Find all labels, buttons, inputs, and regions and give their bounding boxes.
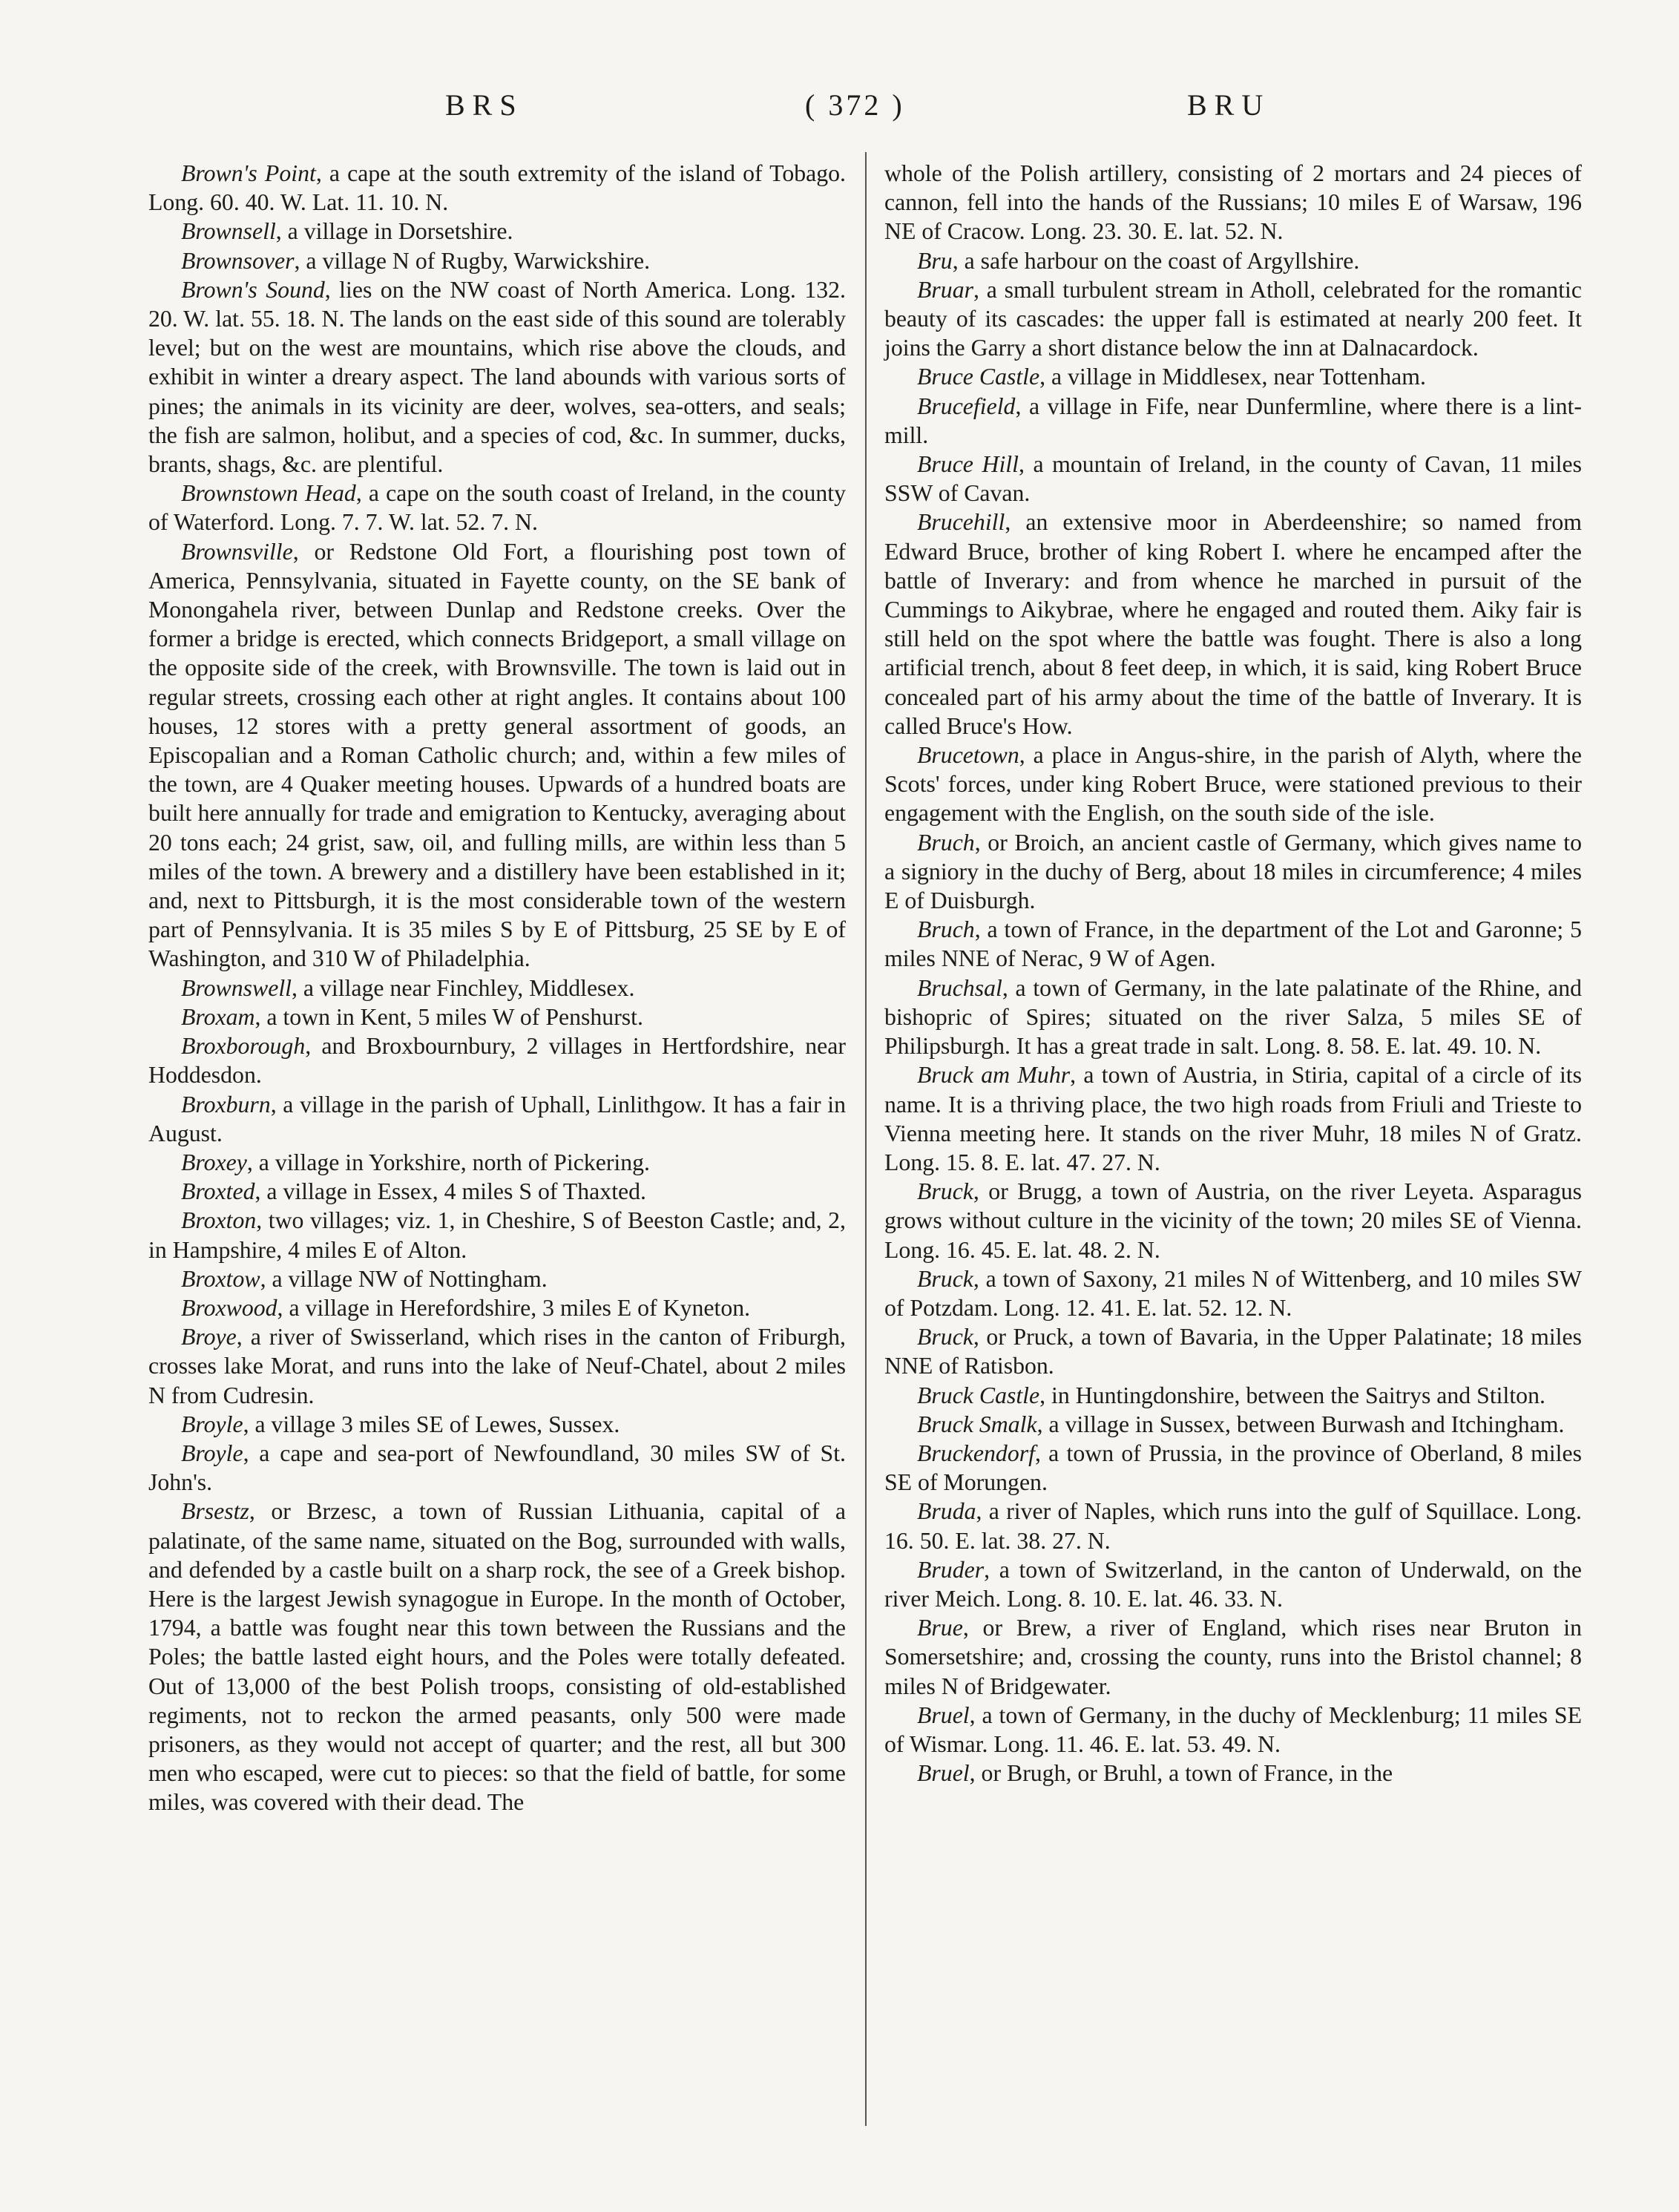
dictionary-entry [148, 1293, 846, 1322]
entry-text: , a cape at the south extremity of the island of Tobago. Long. 60. 40. W. Lat. 11. 10. N. [148, 160, 846, 216]
entry-text: , a village NW of Nottingham. [260, 1265, 548, 1292]
dictionary-entry [148, 1206, 846, 1264]
entry-text: , or Brugh, or Bruhl, a town of France, in the [969, 1760, 1393, 1787]
entry-text: , a safe harbour on the coast of Argyllshire. [952, 247, 1360, 274]
entry-text: , a cape and sea-port of Newfoundland, 30 miles SW of St. John's. [148, 1440, 846, 1496]
entry-text: , a town of Germany, in the duchy of Mecklenburg; 11 miles SE of Wismar. Long. 11. 46. E. lat. 53. 49. N. [884, 1701, 1582, 1757]
entry-text: , or Broich, an ancient castle of Germany, which gives name to a signiory in the duchy of Berg, about 18 miles in circumference; 4 miles E of Duisburgh. [884, 829, 1582, 914]
entry-term: Bruda [917, 1498, 976, 1525]
dictionary-entry [884, 1701, 1582, 1759]
dictionary-entry [148, 1090, 846, 1148]
entry-term: Bruar [917, 276, 973, 303]
dictionary-entry [148, 974, 846, 1002]
dictionary-entry [884, 1264, 1582, 1322]
left-column [148, 159, 846, 1817]
right-column [884, 159, 1582, 1788]
entry-term: Broxwood [181, 1294, 277, 1321]
entry-text: , or Brzesc, a town of Russian Lithuania, capital of a palatinate, of the same name, situated on the Bog, surrounded with walls, and defended by a castle built on a sharp rock, the see of a Greek bishop. Here is the largest Jewish synagogue in Europe. In the month of October, 1794, a battle was fought near this town between the Russians and the Poles; the battle lasted eight hours, and the Poles were totally defeated. Out of 13,000 of the best Polish troops, consisting of old-established regiments, not to reckon the armed peasants, only 500 were made prisoners, as they would not accept of quarter; and the rest, all but 300 men who escaped, were cut to pieces: so that the field of battle, for some miles, was covered with their dead. The [148, 1498, 846, 1816]
entry-term: Broxburn [181, 1091, 271, 1118]
entry-term: Brownsell [181, 218, 276, 245]
entry-term: Brown's Point [181, 160, 316, 186]
entry-text: , a village 3 miles SE of Lewes, Sussex. [243, 1411, 620, 1437]
entry-term: Bruce Castle [917, 364, 1040, 390]
entry-term: Bruckendorf [917, 1440, 1035, 1466]
entry-term: Bruchsal [917, 974, 1002, 1001]
dictionary-entry [884, 1410, 1582, 1439]
entry-text: , a village in Yorkshire, north of Pickering. [246, 1149, 650, 1175]
dictionary-entry [148, 246, 846, 275]
entry-text: , a river of Swisserland, which rises in the canton of Friburgh, crosses lake Morat, and runs into the lake of Neuf-Chatel, about 2 miles N from Cudresin. [148, 1324, 846, 1408]
entry-text: , a mountain of Ireland, in the county of Cavan, 11 miles SSW of Cavan. [884, 451, 1583, 507]
entry-term: Brucetown [917, 742, 1019, 769]
entry-term: Bruck Smalk [917, 1411, 1037, 1437]
entry-text: , a cape on the south coast of Ireland, in the county of Waterford. Long. 7. 7. W. lat. 52. 7. N. [148, 480, 846, 536]
dictionary-entry [884, 1439, 1582, 1497]
header-left-catchword: BRS [445, 88, 524, 122]
dictionary-entry [884, 974, 1582, 1061]
dictionary-entry [148, 275, 846, 479]
entry-term: Brucehill [917, 509, 1005, 536]
entry-text: , a village in Dorsetshire. [275, 218, 513, 245]
dictionary-entry [148, 479, 846, 536]
dictionary-entry [884, 1322, 1582, 1380]
entry-text: , a town of Germany, in the late palatinate of the Rhine, and bishopric of Spires; situated on the river Salza, 5 miles SE of Philipsburgh. It has a great trade in salt. Long. 8. 58. E. lat. 49. 10. N. [884, 974, 1582, 1060]
entry-text: , or Redstone Old Fort, a flourishing post town of America, Pennsylvania, situated in Fayette county, on the SE bank of Monongahela river, between Dunlap and Redstone creeks. Over the former a bridge is erected, which connects Bridgeport, a small village on the opposite side of the creek, with Brownsville. The town is laid out in regular streets, crossing each other at right angles. It contains about 100 houses, 12 stores with a pretty general assortment of goods, an Episcopalian and a Roman Catholic church; and, within a few miles of the town, are 4 Quaker meeting houses. Upwards of a hundred boats are built here annually for trade and emigration to Kentucky, averaging about 20 tons each; 24 grist, saw, oil, and fulling mills, are within less than 5 miles of the town. A brewery and a distillery have been established in it; and, next to Pittsburgh, it is the most considerable town of the western part of Pennsylvania. It is 35 miles S by E of Pittsburg, 25 SE by E of Washington, and 310 W of Philadelphia. [148, 538, 846, 972]
entry-term: Bruder [917, 1556, 985, 1583]
entry-term: Brownswell [181, 974, 292, 1001]
page-header [148, 88, 1573, 132]
entry-text: , a village N of Rugby, Warwickshire. [294, 247, 651, 274]
entry-text: , a village in Fife, near Dunfermline, where there is a lint-mill. [884, 393, 1582, 448]
entry-term: Brownsover [181, 247, 295, 274]
entry-text: , lies on the NW coast of North America. Long. 132. 20. W. lat. 55. 18. N. The lands on the east side of this sound are tolerably level; but on the west are mountains, which rise above the clouds, and exhibit in winter a dreary aspect. The land abounds with various sorts of pines; the animals in its vicinity are deer, wolves, sea-otters, and seals; the fish are salmon, holibut, and a species of cod, &c. In summer, ducks, brants, shags, &c. are plentiful. [148, 276, 846, 478]
dictionary-entry [884, 246, 1582, 275]
dictionary-entry [148, 1264, 846, 1293]
dictionary-entry [884, 392, 1582, 450]
dictionary-entry [148, 217, 846, 246]
entry-term: Bruck [917, 1178, 973, 1205]
entry-text: , a village in Herefordshire, 3 miles E of Kyneton. [277, 1294, 751, 1321]
entry-text: , a river of Naples, which runs into the gulf of Squillace. Long. 16. 50. E. lat. 38. 27. N. [884, 1498, 1582, 1554]
dictionary-entry [884, 1060, 1582, 1177]
entry-text: , a village in Middlesex, near Tottenham. [1039, 364, 1426, 390]
dictionary-entry [884, 1613, 1582, 1701]
entry-term: Bruel [917, 1760, 970, 1787]
entry-text: , a village in the parish of Uphall, Linlithgow. It has a fair in August. [148, 1091, 846, 1146]
entry-text: , or Brugg, a town of Austria, on the river Leyeta. Asparagus grows without culture in the vicinity of the town; 20 miles SE of Vienna. Long. 16. 45. E. lat. 48. 2. N. [884, 1178, 1582, 1263]
entry-term: Brownstown Head [181, 480, 356, 507]
entry-text: , in Huntingdonshire, between the Saitrys and Stilton. [1039, 1382, 1545, 1408]
entry-text: , a town of France, in the department of the Lot and Garonne; 5 miles NNE of Nerac, 9 W of Agen. [884, 916, 1582, 972]
page-number: ( 372 ) [805, 88, 905, 122]
entry-term: Bruck Castle [917, 1382, 1040, 1408]
entry-term: Brownsville [181, 538, 293, 565]
dictionary-entry [884, 508, 1582, 741]
column-divider [865, 152, 867, 2126]
dictionary-entry [148, 1439, 846, 1497]
entry-term: Bruel [917, 1701, 970, 1728]
dictionary-entry [884, 828, 1582, 916]
entry-term: Broxborough [181, 1033, 306, 1060]
entry-term: Bruck am Muhr [917, 1062, 1071, 1089]
entry-text: , a town of Austria, in Stiria, capital of a circle of its name. It is a thriving place, the two high roads from Friuli and Trieste to Vienna meeting here. It stands on the river Muhr, 18 miles N of Gratz. Long. 15. 8. E. lat. 47. 27. N. [884, 1062, 1582, 1175]
entry-term: Broxton [181, 1207, 257, 1234]
entry-text: , or Pruck, a town of Bavaria, in the Upper Palatinate; 18 miles NNE of Ratisbon. [884, 1324, 1582, 1379]
dictionary-entry [148, 537, 846, 974]
dictionary-entry [148, 1497, 846, 1816]
dictionary-entry [884, 915, 1582, 973]
entry-text: , a town in Kent, 5 miles W of Penshurst. [254, 1003, 643, 1030]
dictionary-entry [148, 1177, 846, 1206]
dictionary-entry [884, 362, 1582, 391]
entry-term: Bruch [917, 916, 975, 943]
dictionary-entry [884, 1555, 1582, 1613]
entry-text: , a village in Essex, 4 miles S of Thaxted. [254, 1178, 646, 1205]
entry-term: Brue [917, 1615, 963, 1641]
dictionary-entry [884, 275, 1582, 363]
dictionary-entry [884, 741, 1582, 828]
dictionary-entry [148, 1410, 846, 1439]
dictionary-entry [884, 1381, 1582, 1410]
entry-term: Bru [917, 247, 953, 274]
entry-term: Broyle [181, 1440, 243, 1466]
entry-term: Brsestz [181, 1498, 249, 1525]
entry-text: , an extensive moor in Aberdeenshire; so named from Edward Bruce, brother of king Robert I. where he encamped after the battle of Inverary: and from whence he marched in pursuit of the Cummings to Aikybrae, where he engaged and routed them. Aiky fair is still held on the spot where the battle was fought. There is also a long artificial trench, about 8 feet deep, in which, it is said, king Robert Bruce concealed part of his army about the time of the battle of Inverary. It is called Bruce's How. [884, 509, 1582, 739]
dictionary-entry [884, 450, 1582, 508]
dictionary-entry [148, 1148, 846, 1177]
entry-text: , two villages; viz. 1, in Cheshire, S of Beeston Castle; and, 2, in Hampshire, 4 miles E of Alton. [148, 1207, 846, 1263]
dictionary-entry [884, 1497, 1582, 1555]
entry-term: Broxam [181, 1003, 255, 1030]
entry-term: Bruck [917, 1324, 973, 1350]
entry-text: , a village in Sussex, between Burwash and Itchingham. [1036, 1411, 1565, 1437]
entry-text: , a village near Finchley, Middlesex. [292, 974, 635, 1001]
entry-term: Brucefield [917, 393, 1016, 419]
header-right-catchword: BRU [1187, 88, 1271, 122]
entry-term: Bruch [917, 829, 975, 856]
entry-text: , or Brew, a river of England, which rises near Bruton in Somersetshire; and, crossing the county, runs into the Bristol channel; 8 miles N of Bridgewater. [884, 1615, 1582, 1699]
entry-term: Broyle [181, 1411, 243, 1437]
entry-text: , a town of Saxony, 21 miles N of Wittenberg, and 10 miles SW of Potzdam. Long. 12. 41. E. lat. 52. 12. N. [884, 1265, 1582, 1321]
entry-term: Brown's Sound [181, 276, 325, 303]
dictionary-entry [148, 1322, 846, 1410]
entry-text: , and Broxbournbury, 2 villages in Hertfordshire, near Hoddesdon. [148, 1033, 846, 1089]
continued-entry-text: whole of the Polish artillery, consisting of 2 mortars and 24 pieces of cannon, fell into the hands of the Russians; 10 miles E of Warsaw, 196 NE of Cracow. Long. 23. 30. E. lat. 52. N. [884, 160, 1582, 245]
entry-term: Bruce Hill [917, 451, 1019, 478]
dictionary-entry [148, 1002, 846, 1031]
dictionary-entry [884, 1177, 1582, 1264]
entry-term: Broxted [181, 1178, 255, 1205]
entry-term: Bruck [917, 1265, 973, 1292]
dictionary-entry [884, 1759, 1582, 1788]
entry-term: Broxey [181, 1149, 247, 1175]
dictionary-entry [148, 159, 846, 217]
entry-text: , a place in Angus-shire, in the parish of Alyth, where the Scots' forces, under king Robert Bruce, were stationed previous to their engagement with the English, on the south side of the isle. [884, 742, 1582, 827]
entry-term: Broye [181, 1324, 237, 1350]
entry-term: Broxtow [181, 1265, 260, 1292]
entry-text: , a town of Switzerland, in the canton of Underwald, on the river Meich. Long. 8. 10. E. lat. 46. 33. N. [884, 1556, 1582, 1612]
entry-text: , a small turbulent stream in Atholl, celebrated for the romantic beauty of its cascades: the upper fall is estimated at nearly 200 feet. It joins the Garry a short distance below the inn at Dalnacardock. [884, 276, 1582, 361]
entry-text: , a town of Prussia, in the province of Oberland, 8 miles SE of Morungen. [884, 1440, 1582, 1496]
dictionary-entry [148, 1031, 846, 1089]
